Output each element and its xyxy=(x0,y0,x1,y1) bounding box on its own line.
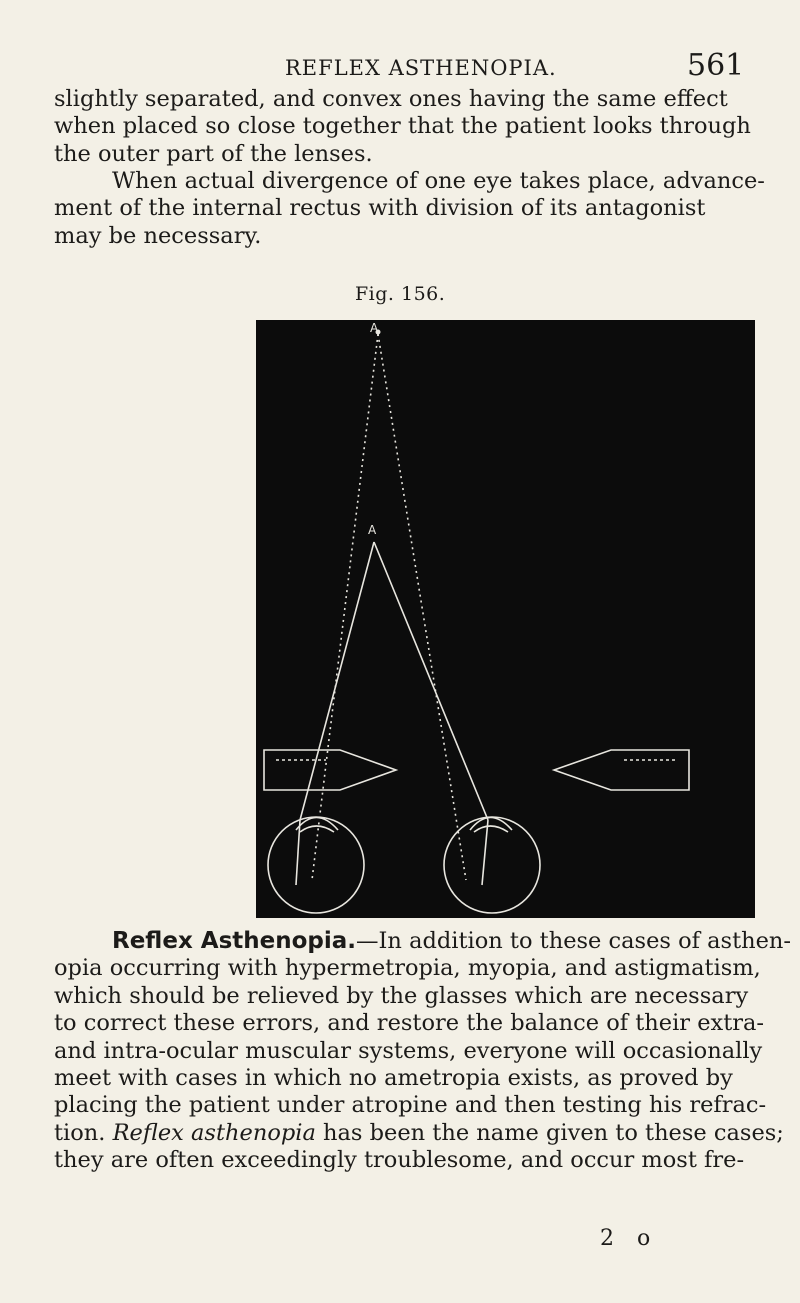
prism-left xyxy=(264,750,396,790)
text-line xyxy=(54,928,792,955)
solid-ray-left xyxy=(300,542,374,820)
text-fragment: has been the name given to these cases; xyxy=(315,1119,784,1146)
text-line: meet with cases in which no ametropia exists, as proved by xyxy=(54,1065,733,1092)
text-line: ment of the internal rectus with division of its antagonist xyxy=(54,195,706,222)
diagram-eyes-prisms-icon xyxy=(256,320,755,918)
figure-caption: Fig. 156. xyxy=(355,283,446,305)
paragraph-divergence xyxy=(54,168,765,250)
text-line: they are often exceedingly troublesome, and occur most fre- xyxy=(54,1147,745,1174)
page-number: 561 xyxy=(687,48,745,83)
dotted-ray-right xyxy=(378,334,466,880)
far-point-label: A xyxy=(370,321,379,335)
paragraph-continuation xyxy=(54,86,751,168)
italic-term: Reflex asthenopia xyxy=(112,1119,316,1146)
running-head xyxy=(0,46,800,86)
text-line: slightly separated, and convex ones having the same effect xyxy=(54,86,728,112)
text-line xyxy=(54,1119,784,1147)
solid-ray-right xyxy=(374,542,488,820)
figure-156 xyxy=(256,320,755,918)
text-line: When actual divergence of one eye takes place, advance- xyxy=(112,168,765,194)
text-line: to correct these errors, and restore the balance of their extra- xyxy=(54,1010,765,1037)
text-line: which should be relieved by the glasses which are necessary xyxy=(54,982,749,1009)
dotted-ray-left xyxy=(312,334,378,880)
text-line: may be necessary. xyxy=(54,222,262,249)
text-line: and intra-ocular muscular systems, everyone will occasionally xyxy=(54,1037,763,1064)
text-fragment: tion. xyxy=(54,1119,113,1146)
eye-left xyxy=(268,817,364,913)
eye-right xyxy=(444,817,540,913)
text-line: opia occurring with hypermetropia, myopia, and astigmatism, xyxy=(54,955,761,982)
refracted-ray-right xyxy=(482,820,488,885)
paragraph-reflex-asthenopia xyxy=(54,928,792,1175)
text-line: the outer part of the lenses. xyxy=(54,140,373,167)
text-line: when placed so close together that the patient looks through xyxy=(54,113,751,140)
text-fragment: —In addition to these cases of asthen- xyxy=(356,928,792,954)
signature-mark: 2 o xyxy=(600,1226,659,1251)
prism-right xyxy=(554,750,689,790)
near-point-label: A xyxy=(368,523,377,537)
running-title: REFLEX ASTHENOPIA. xyxy=(285,56,557,80)
text-line: placing the patient under atropine and then testing his refrac- xyxy=(54,1092,767,1119)
run-in-heading: Reflex Asthenopia. xyxy=(112,928,357,954)
